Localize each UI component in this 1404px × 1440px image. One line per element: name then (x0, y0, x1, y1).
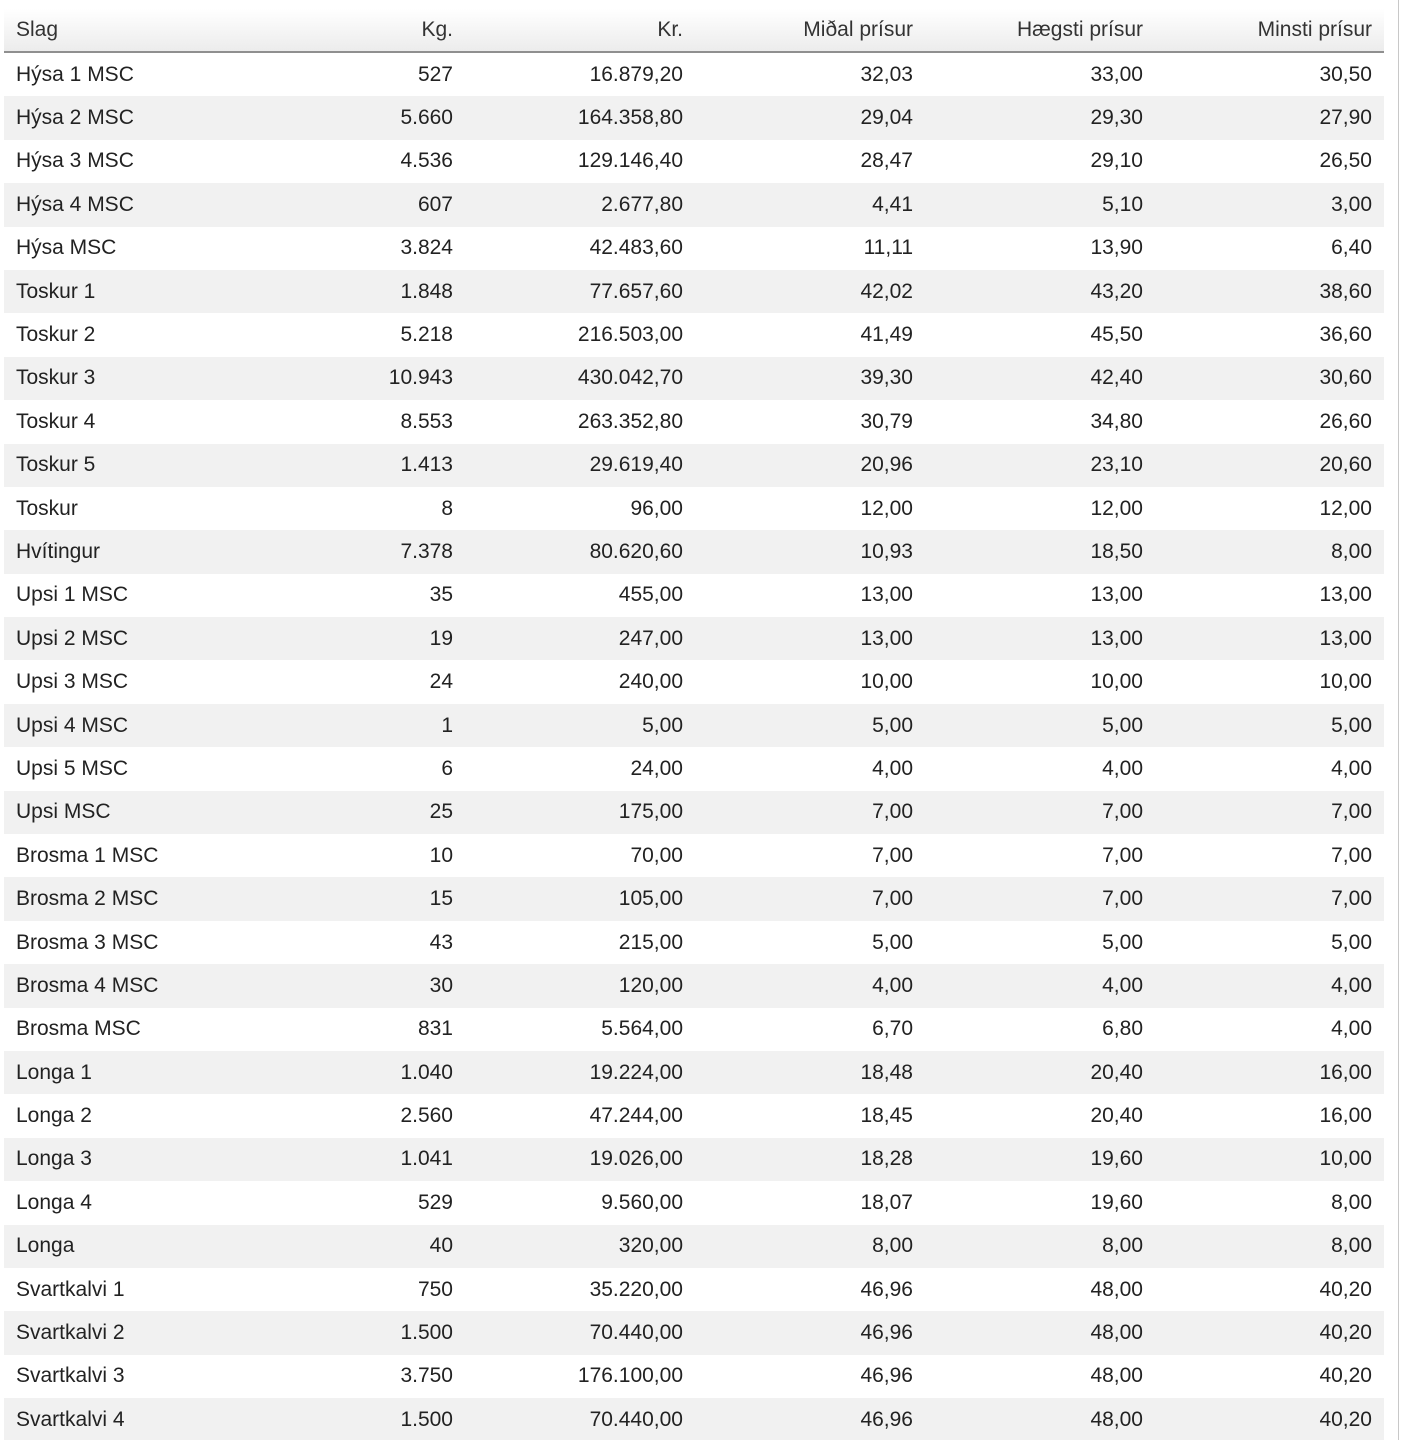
cell-average-price: 46,96 (860, 1277, 913, 1301)
cell-kg: 5.660 (236, 96, 465, 139)
cell-average-price: 7,00 (695, 877, 925, 920)
cell-lowest-price: 7,00 (1331, 843, 1372, 867)
cell-highest-price: 13,00 (925, 617, 1155, 660)
cell-lowest-price: 10,00 (1155, 1138, 1384, 1181)
table-row (4, 52, 1384, 96)
cell-lowest-price: 40,20 (1319, 1277, 1372, 1301)
cell-slag: Upsi 5 MSC (16, 756, 129, 780)
cell-highest-price: 42,40 (925, 357, 1155, 400)
cell-average-price: 30,79 (860, 409, 913, 433)
cell-slag: Hvítingur (4, 530, 236, 573)
cell-average-price: 18,28 (695, 1138, 925, 1181)
table-row (4, 313, 1384, 356)
cell-lowest-price: 4,00 (1331, 1017, 1372, 1041)
cell-highest-price: 20,40 (1090, 1104, 1143, 1128)
cell-slag: Svartkalvi 3 (16, 1364, 125, 1388)
cell-average-price: 8,00 (695, 1225, 925, 1268)
cell-kg: 19 (236, 617, 465, 660)
cell-slag: Upsi 4 MSC (4, 704, 236, 747)
cell-kg: 24 (429, 670, 453, 694)
table-row (4, 1051, 1384, 1094)
cell-highest-price: 5,00 (1102, 930, 1143, 954)
cell-kr: 247,00 (465, 617, 695, 660)
cell-lowest-price: 26,60 (1319, 409, 1372, 433)
table-row (4, 1138, 1384, 1181)
table-row (4, 96, 1384, 139)
cell-kr: 120,00 (465, 964, 695, 1007)
cell-kg: 1.041 (236, 1138, 465, 1181)
cell-average-price: 39,30 (695, 357, 925, 400)
cell-highest-price: 5,10 (925, 183, 1155, 226)
column-header-average-price[interactable]: Miðal prísur (695, 9, 925, 52)
cell-lowest-price: 5,00 (1331, 930, 1372, 954)
cell-slag: Upsi MSC (4, 791, 236, 834)
cell-kr: 70.440,00 (465, 1398, 695, 1440)
table-row (4, 877, 1384, 920)
cell-slag: Hýsa 2 MSC (4, 96, 236, 139)
cell-average-price: 18,45 (860, 1104, 913, 1128)
cell-slag: Toskur 4 (16, 409, 96, 433)
column-header-lowest-price[interactable]: Minsti prísur (1155, 9, 1384, 52)
cell-highest-price: 48,00 (925, 1398, 1155, 1440)
column-header-slag[interactable]: Slag (4, 9, 236, 52)
cell-highest-price: 48,00 (1090, 1364, 1143, 1388)
cell-kr: 70.440,00 (465, 1311, 695, 1354)
header-row (4, 9, 1384, 52)
cell-average-price: 13,00 (860, 583, 913, 607)
column-header-kg[interactable]: Kg. (236, 9, 465, 52)
cell-average-price: 28,47 (860, 149, 913, 173)
table-row (4, 747, 1384, 790)
cell-kr: 240,00 (618, 670, 683, 694)
cell-average-price: 46,96 (860, 1364, 913, 1388)
table-row (4, 1008, 1384, 1051)
scrollbar-edge[interactable] (1398, 0, 1404, 1440)
cell-average-price: 29,04 (695, 96, 925, 139)
table-row (4, 1311, 1384, 1354)
cell-slag: Brosma 3 MSC (16, 930, 159, 954)
cell-slag: Hýsa 1 MSC (16, 62, 134, 86)
cell-kg: 10.943 (236, 357, 465, 400)
cell-slag: Longa 3 (4, 1138, 236, 1181)
cell-slag: Longa 2 (16, 1104, 92, 1128)
cell-highest-price: 7,00 (925, 791, 1155, 834)
cell-lowest-price: 40,20 (1319, 1364, 1372, 1388)
cell-average-price: 18,48 (695, 1051, 925, 1094)
cell-kr: 105,00 (465, 877, 695, 920)
cell-kr: 70,00 (630, 843, 683, 867)
cell-slag: Brosma MSC (16, 1017, 141, 1041)
cell-kg: 831 (417, 1017, 453, 1041)
cell-kg: 750 (417, 1277, 453, 1301)
cell-kr: 29.619,40 (465, 444, 695, 487)
cell-kr: 129.146,40 (577, 149, 683, 173)
cell-highest-price: 13,90 (1090, 236, 1143, 260)
cell-lowest-price: 4,00 (1155, 964, 1384, 1007)
cell-highest-price: 4,00 (1102, 756, 1143, 780)
cell-kr: 263.352,80 (577, 409, 683, 433)
cell-slag: Longa 1 (4, 1051, 236, 1094)
cell-lowest-price: 13,00 (1319, 583, 1372, 607)
table-row (4, 183, 1384, 226)
table-row (4, 1181, 1384, 1224)
cell-average-price: 5,00 (695, 704, 925, 747)
table-row (4, 140, 1384, 183)
cell-lowest-price: 38,60 (1155, 270, 1384, 313)
cell-lowest-price: 26,50 (1319, 149, 1372, 173)
cell-highest-price: 19,60 (1090, 1190, 1143, 1214)
table-row (4, 834, 1384, 877)
cell-slag: Hýsa MSC (16, 236, 117, 260)
cell-highest-price: 4,00 (925, 964, 1155, 1007)
table-row (4, 444, 1384, 487)
table-row (4, 270, 1384, 313)
table-row (4, 1225, 1384, 1268)
column-header-kr[interactable]: Kr. (465, 9, 695, 52)
cell-kg: 6 (441, 756, 453, 780)
cell-lowest-price: 8,00 (1155, 530, 1384, 573)
cell-lowest-price: 7,00 (1155, 877, 1384, 920)
cell-average-price: 6,70 (872, 1017, 913, 1041)
cell-kr: 16.879,20 (589, 62, 683, 86)
cell-lowest-price: 5,00 (1155, 704, 1384, 747)
table-row (4, 921, 1384, 964)
cell-kr: 216.503,00 (577, 323, 683, 347)
cell-highest-price: 48,00 (925, 1311, 1155, 1354)
cell-kr: 2.677,80 (465, 183, 695, 226)
cell-kr: 455,00 (618, 583, 683, 607)
cell-kg: 3.824 (400, 236, 453, 260)
cell-average-price: 4,00 (695, 964, 925, 1007)
cell-kr: 80.620,60 (465, 530, 695, 573)
cell-lowest-price: 30,60 (1155, 357, 1384, 400)
cell-highest-price: 29,10 (1090, 149, 1143, 173)
table-body (4, 52, 1384, 1440)
cell-highest-price: 34,80 (1090, 409, 1143, 433)
cell-average-price: 7,00 (872, 843, 913, 867)
table-row (4, 1355, 1384, 1398)
cell-kg: 3.750 (400, 1364, 453, 1388)
cell-highest-price: 45,50 (1090, 323, 1143, 347)
cell-kg: 35 (429, 583, 453, 607)
cell-kg: 1 (236, 704, 465, 747)
cell-kg: 25 (236, 791, 465, 834)
cell-kg: 15 (236, 877, 465, 920)
cell-lowest-price: 6,40 (1331, 236, 1372, 260)
table-row (4, 964, 1384, 1007)
cell-average-price: 7,00 (695, 791, 925, 834)
cell-average-price: 13,00 (695, 617, 925, 660)
cell-lowest-price: 40,20 (1155, 1311, 1384, 1354)
table-row (4, 487, 1384, 530)
cell-kg: 43 (429, 930, 453, 954)
cell-kg: 527 (417, 62, 453, 86)
cell-average-price: 20,96 (695, 444, 925, 487)
cell-kr: 320,00 (465, 1225, 695, 1268)
cell-kg: 5.218 (400, 323, 453, 347)
cell-highest-price: 6,80 (1102, 1017, 1143, 1041)
cell-slag: Upsi 3 MSC (16, 670, 129, 694)
cell-lowest-price: 12,00 (1319, 496, 1372, 520)
cell-highest-price: 43,20 (925, 270, 1155, 313)
cell-slag: Longa 4 (16, 1190, 92, 1214)
cell-kr: 9.560,00 (601, 1190, 683, 1214)
cell-kr: 35.220,00 (589, 1277, 683, 1301)
cell-kr: 215,00 (618, 930, 683, 954)
cell-average-price: 41,49 (860, 323, 913, 347)
cell-slag: Hýsa 4 MSC (4, 183, 236, 226)
cell-kr: 19.224,00 (465, 1051, 695, 1094)
table-row (4, 1398, 1384, 1440)
cell-kr: 5.564,00 (601, 1017, 683, 1041)
cell-average-price: 10,00 (860, 670, 913, 694)
table-row (4, 400, 1384, 443)
price-table (4, 9, 1384, 1440)
cell-kg: 1.500 (236, 1398, 465, 1440)
cell-average-price: 11,11 (863, 236, 913, 260)
cell-kr: 47.244,00 (589, 1104, 683, 1128)
cell-kg: 4.536 (400, 149, 453, 173)
cell-slag: Brosma 4 MSC (4, 964, 236, 1007)
cell-highest-price: 7,00 (1102, 843, 1143, 867)
cell-kr: 430.042,70 (465, 357, 695, 400)
cell-kr: 24,00 (630, 756, 683, 780)
cell-kr: 42.483,60 (589, 236, 683, 260)
cell-average-price: 46,96 (695, 1398, 925, 1440)
cell-lowest-price: 8,00 (1331, 1190, 1372, 1214)
cell-lowest-price: 40,20 (1155, 1398, 1384, 1440)
cell-kg: 8 (441, 496, 453, 520)
cell-slag: Hýsa 3 MSC (16, 149, 134, 173)
cell-kr: 77.657,60 (465, 270, 695, 313)
cell-kg: 7.378 (236, 530, 465, 573)
cell-slag: Longa (4, 1225, 236, 1268)
cell-highest-price: 8,00 (925, 1225, 1155, 1268)
cell-kg: 30 (236, 964, 465, 1007)
cell-highest-price: 12,00 (1090, 496, 1143, 520)
table-row (4, 791, 1384, 834)
cell-kg: 1.500 (236, 1311, 465, 1354)
cell-highest-price: 23,10 (925, 444, 1155, 487)
cell-lowest-price: 27,90 (1155, 96, 1384, 139)
cell-kg: 1.040 (236, 1051, 465, 1094)
cell-lowest-price: 3,00 (1155, 183, 1384, 226)
cell-slag: Svartkalvi 1 (16, 1277, 125, 1301)
cell-average-price: 18,07 (860, 1190, 913, 1214)
cell-highest-price: 10,00 (1090, 670, 1143, 694)
cell-average-price: 10,93 (695, 530, 925, 573)
cell-kg: 529 (417, 1190, 453, 1214)
table-row (4, 574, 1384, 617)
cell-average-price: 42,02 (695, 270, 925, 313)
table-row (4, 357, 1384, 400)
cell-kg: 8.553 (400, 409, 453, 433)
cell-slag: Toskur 1 (4, 270, 236, 313)
cell-kr: 96,00 (630, 496, 683, 520)
cell-highest-price: 13,00 (1090, 583, 1143, 607)
cell-kg: 40 (236, 1225, 465, 1268)
cell-kg: 1.848 (236, 270, 465, 313)
cell-slag: Svartkalvi 2 (4, 1311, 236, 1354)
table-row (4, 1268, 1384, 1311)
cell-highest-price: 29,30 (925, 96, 1155, 139)
cell-lowest-price: 13,00 (1155, 617, 1384, 660)
cell-highest-price: 33,00 (1090, 62, 1143, 86)
table-row (4, 1094, 1384, 1137)
cell-kr: 19.026,00 (465, 1138, 695, 1181)
cell-kr: 5,00 (465, 704, 695, 747)
cell-lowest-price: 36,60 (1319, 323, 1372, 347)
cell-average-price: 32,03 (860, 62, 913, 86)
cell-average-price: 46,96 (695, 1311, 925, 1354)
cell-slag: Toskur 3 (4, 357, 236, 400)
cell-slag: Svartkalvi 4 (4, 1398, 236, 1440)
cell-kg: 607 (236, 183, 465, 226)
cell-lowest-price: 30,50 (1319, 62, 1372, 86)
table-row (4, 660, 1384, 703)
cell-slag: Toskur 2 (16, 323, 96, 347)
table-row (4, 617, 1384, 660)
cell-kr: 175,00 (465, 791, 695, 834)
cell-average-price: 12,00 (860, 496, 913, 520)
cell-slag: Upsi 1 MSC (16, 583, 129, 607)
cell-slag: Toskur (16, 496, 78, 520)
cell-average-price: 5,00 (872, 930, 913, 954)
cell-highest-price: 19,60 (925, 1138, 1155, 1181)
cell-slag: Upsi 2 MSC (4, 617, 236, 660)
cell-highest-price: 48,00 (1090, 1277, 1143, 1301)
cell-kg: 2.560 (400, 1104, 453, 1128)
cell-average-price: 4,00 (872, 756, 913, 780)
cell-lowest-price: 7,00 (1155, 791, 1384, 834)
table-row (4, 530, 1384, 573)
cell-kr: 176.100,00 (577, 1364, 683, 1388)
cell-lowest-price: 8,00 (1155, 1225, 1384, 1268)
cell-highest-price: 5,00 (925, 704, 1155, 747)
cell-lowest-price: 10,00 (1319, 670, 1372, 694)
cell-slag: Brosma 2 MSC (4, 877, 236, 920)
cell-lowest-price: 16,00 (1155, 1051, 1384, 1094)
cell-slag: Toskur 5 (4, 444, 236, 487)
cell-highest-price: 7,00 (925, 877, 1155, 920)
table-row (4, 704, 1384, 747)
cell-kg: 10 (429, 843, 453, 867)
cell-lowest-price: 4,00 (1331, 756, 1372, 780)
column-header-highest-price[interactable]: Hægsti prísur (925, 9, 1155, 52)
cell-average-price: 4,41 (695, 183, 925, 226)
table-row (4, 227, 1384, 270)
cell-kr: 164.358,80 (465, 96, 695, 139)
cell-slag: Brosma 1 MSC (16, 843, 159, 867)
table-header (4, 9, 1384, 52)
cell-highest-price: 20,40 (925, 1051, 1155, 1094)
cell-lowest-price: 20,60 (1155, 444, 1384, 487)
cell-lowest-price: 16,00 (1319, 1104, 1372, 1128)
cell-kg: 1.413 (236, 444, 465, 487)
cell-highest-price: 18,50 (925, 530, 1155, 573)
